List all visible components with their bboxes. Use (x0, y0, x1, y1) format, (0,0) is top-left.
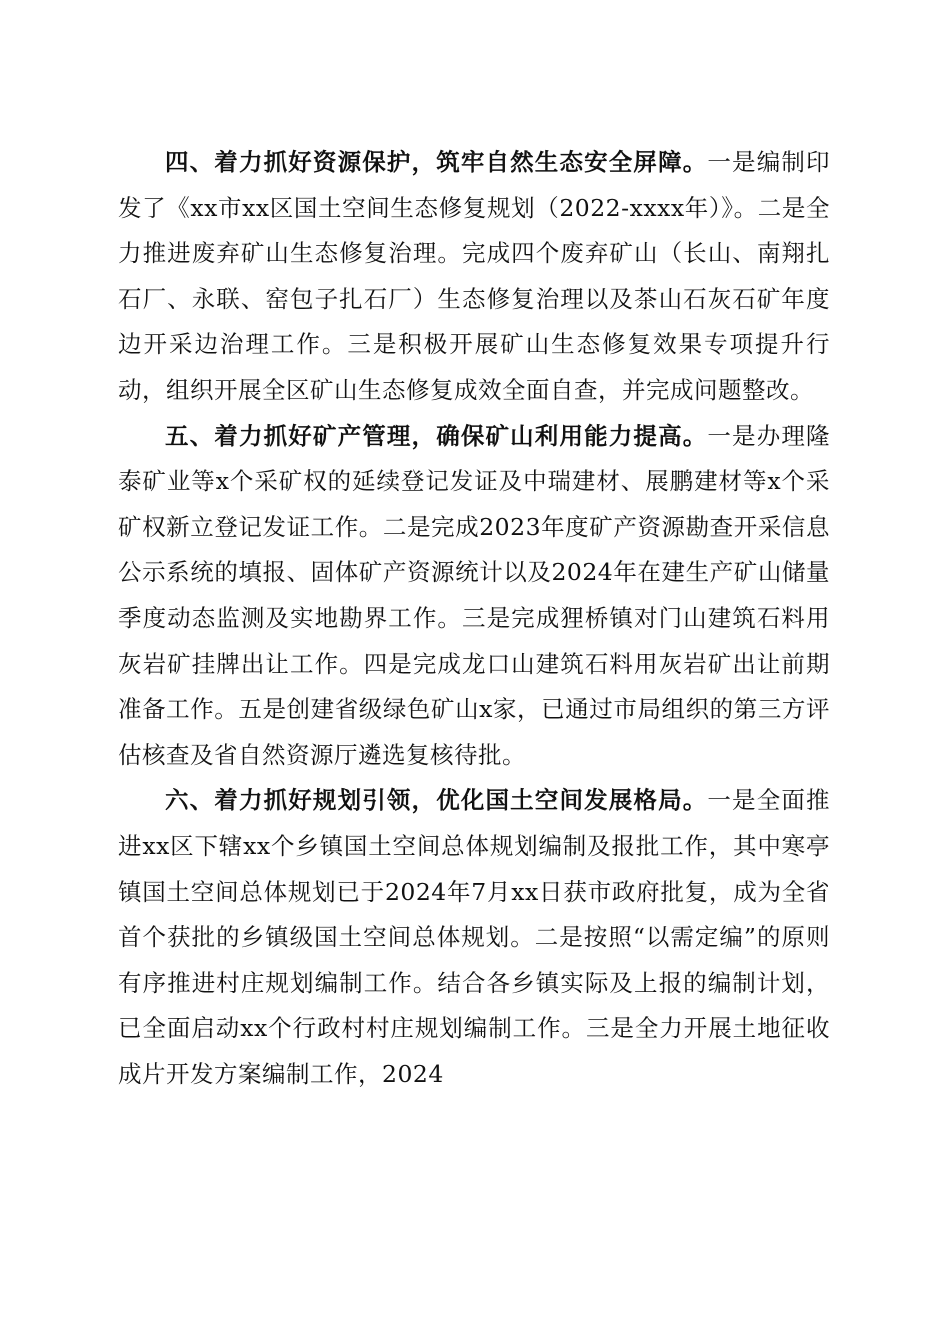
section-paragraph-4 (118, 140, 830, 414)
section-heading-4: 四、着力抓好资源保护，筑牢自然生态安全屏障。 (165, 148, 708, 176)
section-paragraph-6 (118, 778, 830, 1097)
section-body-5: 一是办理隆泰矿业等x个采矿权的延续登记发证及中瑞建材、展鹏建材等x个采矿权新立登记发证工作。二是完成2023年度矿产资源勘查开采信息公示系统的填报、固体矿产资源统计以及2024年在建生产矿山储量季度动态监测及实地勘界工作。三是完成狸桥镇对门山建筑石料用灰岩矿挂牌出让工作。四是完成龙口山建筑石料用灰岩矿出让前期准备工作。五是创建省级绿色矿山x家，已通过市局组织的第三方评估核查及省自然资源厅遴选复核待批。 (118, 421, 831, 769)
document-page (118, 140, 830, 1097)
section-heading-6: 六、着力抓好规划引领，优化国土空间发展格局。 (165, 786, 708, 815)
section-body-6: 一是全面推进xx区下辖xx个乡镇国土空间总体规划编制及报批工作，其中寒亭镇国土空间总体规划已于2024年7月xx日获市政府批复，成为全省首个获批的乡镇级国土空间总体规划。二是按照“以需定编”的原则有序推进村庄规划编制工作。结合各乡镇实际及上报的编制计划，已全面启动xx个行政村村庄规划编制工作。三是全力开展土地征收成片开发方案编制工作，2024 (118, 786, 831, 1088)
section-heading-5: 五、着力抓好矿产管理，确保矿山利用能力提高。 (165, 421, 708, 450)
section-body-4: 一是编制印发了《xx市xx区国土空间生态修复规划（2022-xxxx年）》。二是全力推进废弃矿山生态修复治理。完成四个废弃矿山（长山、南翔扎石厂、永联、窑包子扎石厂）生态修复治理以及茶山石灰石矿年度边开采边治理工作。三是积极开展矿山生态修复效果专项提升行动，组织开展全区矿山生态修复成效全面自查，并完成问题整改。 (118, 148, 831, 404)
section-paragraph-5 (118, 414, 830, 779)
